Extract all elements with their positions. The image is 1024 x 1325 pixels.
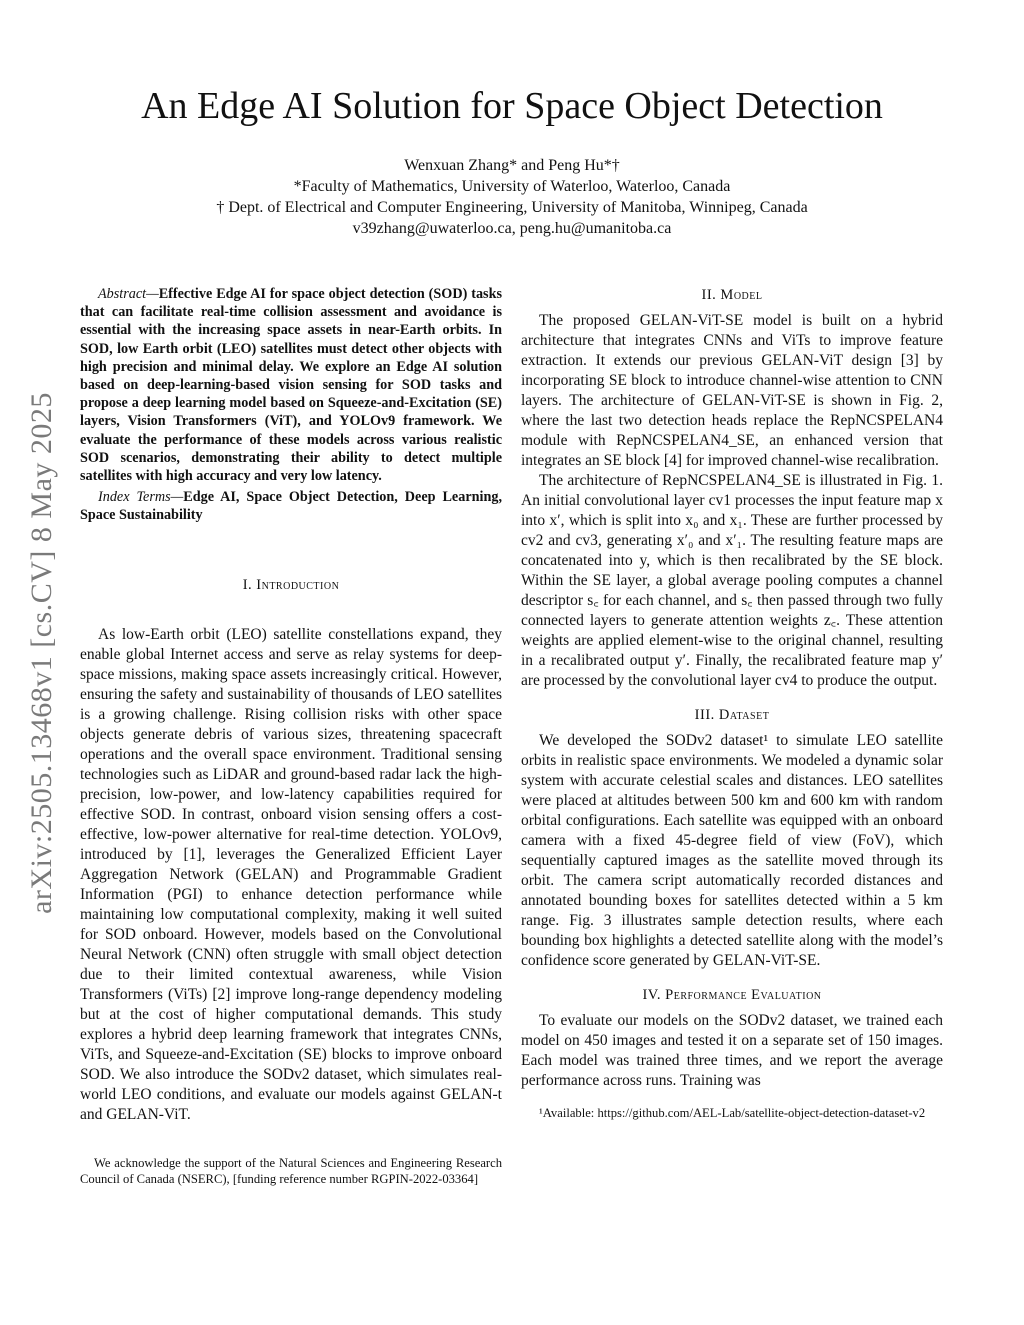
paper-title: An Edge AI Solution for Space Object Detection <box>141 85 883 127</box>
section-dataset-heading: III. Dataset <box>694 707 770 723</box>
abstract-label: Abstract— <box>98 286 159 302</box>
dataset-url-footnote: ¹Available: https://github.com/AEL-Lab/satellite-object-detection-dataset-v2 <box>539 1106 926 1120</box>
introduction-paragraph: As low-Earth orbit (LEO) satellite constellations expand, they enable global Internet access and serve as relay systems for deep-space missions, making space assets increasingly critical. However, ensuring the safety and sustainability of thousands of LEO satellites is a growing challenge. Rising collision risks with other space objects generate debris of various sizes, threatening spacecraft operations and the overall space environment. Traditional sensing technologies such as LiDAR and ground-based radar lack the high-precision, low-power, and low-latency capabilities required for effective SOD. In contrast, onboard vision sensing offers a cost-effective, low-power alternative for real-time detection. YOLOv9, introduced by [1], leverages the Generalized Efficient Layer Aggregation Network (GELAN) and Programmable Gradient Information (PGI) to enhance detection performance while maintaining low computational complexity, making it well suited for SOD onboard. However, models based on the Convolutional Neural Network (CNN) often struggle with small object detection due to their limited contextual awareness, while Vision Transformers (ViTs) [2] improve long-range dependency modeling but at the cost of higher computational demands. This study explores a hybrid deep learning framework that integrates CNNs, ViTs, and Squeeze-and-Excitation (SE) blocks to improve onboard SOD. We also introduce the SODv2 dataset, which simulates real-world LEO conditions, and evaluate our models against GELAN-t and GELAN-ViT. <box>80 625 502 1123</box>
index-terms-label: Index Terms— <box>98 489 184 506</box>
affiliation-waterloo: *Faculty of Mathematics, University of Waterloo, Waterloo, Canada <box>293 178 731 195</box>
dataset-paragraph: We developed the SODv2 dataset¹ to simulate LEO satellite orbits in realistic space environments. We modeled a dynamic solar system with accurate celestial scales and distances. LEO satellites were placed at altitudes between 500 km and 600 km with random orbital configurations. Each satellite was equipped with an onboard camera with a fixed 45-degree field of view (FoV), which sequentially captured images as the satellite moved through its orbit. The camera script automatically recorded distances and annotated bounding boxes for satellites detected within a 5 km range. Fig. 3 illustrates sample detection results, where each bounding box highlights a detected satellite along with the model’s confidence score generated by GELAN-ViT-SE. <box>521 732 943 969</box>
affiliation-manitoba: † Dept. of Electrical and Computer Engineering, University of Manitoba, Winnipeg, Canada <box>216 199 808 216</box>
section-model-heading: II. Model <box>701 287 763 303</box>
section-introduction-heading: I. Introduction <box>242 576 340 593</box>
abstract <box>80 285 502 485</box>
author-emails: v39zhang@uwaterloo.ca, peng.hu@umanitoba.ca <box>352 220 672 237</box>
acknowledgment-footnote: We acknowledge the support of the Natural Sciences and Engineering Research Council of Canada (NSERC), [funding reference number RGPIN-2022-03364] <box>80 1155 502 1186</box>
right-column <box>521 285 943 1121</box>
abstract-text: Effective Edge AI for space object detection (SOD) tasks that can facilitate real-time collision assessment and avoidance is essential with the increasing space assets in near-Earth orbits. In SOD, low Earth orbit (LEO) satellites must detect other objects with high precision and minimal delay. We explore an Edge AI solution based on deep-learning-based vision sensing for SOD tasks and propose a deep learning model based on Squeeze-and-Excitation (SE) layers, Vision Transformers (ViT), and YOLOv9 framework. We evaluate the performance of these models across various realistic SOD scenarios, demonstrating their ability to detect multiple satellites with high accuracy and very low latency. <box>80 286 502 485</box>
author-block <box>0 155 1024 239</box>
left-column <box>80 285 502 1187</box>
model-paragraph-1: The proposed GELAN-ViT-SE model is built on a hybrid architecture that integrates CNNs and ViTs to improve feature extraction. It extends our previous GELAN-ViT design [3] by incorporating SE block to introduce channel-wise attention to CNN layers. The architecture of GELAN-ViT-SE is shown in Fig. 2, where the last two detection heads replace the RepNCSPELAN4 module with RepNCSPELAN4_SE, an enhanced version that integrates an SE block [4] for improved channel-wise recalibration. <box>521 312 943 469</box>
index-terms <box>80 488 502 524</box>
section-performance-heading: IV. Performance Evaluation <box>642 987 822 1003</box>
arxiv-sidebar <box>12 350 72 955</box>
arxiv-identifier: arXiv:2505.13468v1 [cs.CV] 8 May 2025 <box>25 391 58 914</box>
performance-paragraph: To evaluate our models on the SODv2 dataset, we trained each model on 450 images and tested it on a separate set of 150 images. Each model was trained three times, and we report the average performance across runs. Training was <box>521 1012 943 1089</box>
index-terms-text: Edge AI, Space Object Detection, Deep Learning, Space Sustainability <box>80 489 502 524</box>
model-paragraph-2: The architecture of RepNCSPELAN4_SE is illustrated in Fig. 1. An initial convolutional layer cv1 processes the input feature map x into x′, which is split into x₀ and x₁. These are further processed by cv2 and cv3, generating x′₀ and x′₁. The resulting feature maps are concatenated into y, which is then recalibrated by the SE block. Within the SE layer, a global average pooling computes a channel descriptor s꜀ for each channel, and s꜀ then passed through two fully connected layers to generate attention weights z꜀. These attention weights are applied element-wise to the original channel, resulting in a recalibrated output y′. Finally, the recalibrated feature map y′ are processed by the convolutional layer cv4 to produce the output. <box>521 472 943 689</box>
author-names: Wenxuan Zhang* and Peng Hu*† <box>404 157 620 174</box>
